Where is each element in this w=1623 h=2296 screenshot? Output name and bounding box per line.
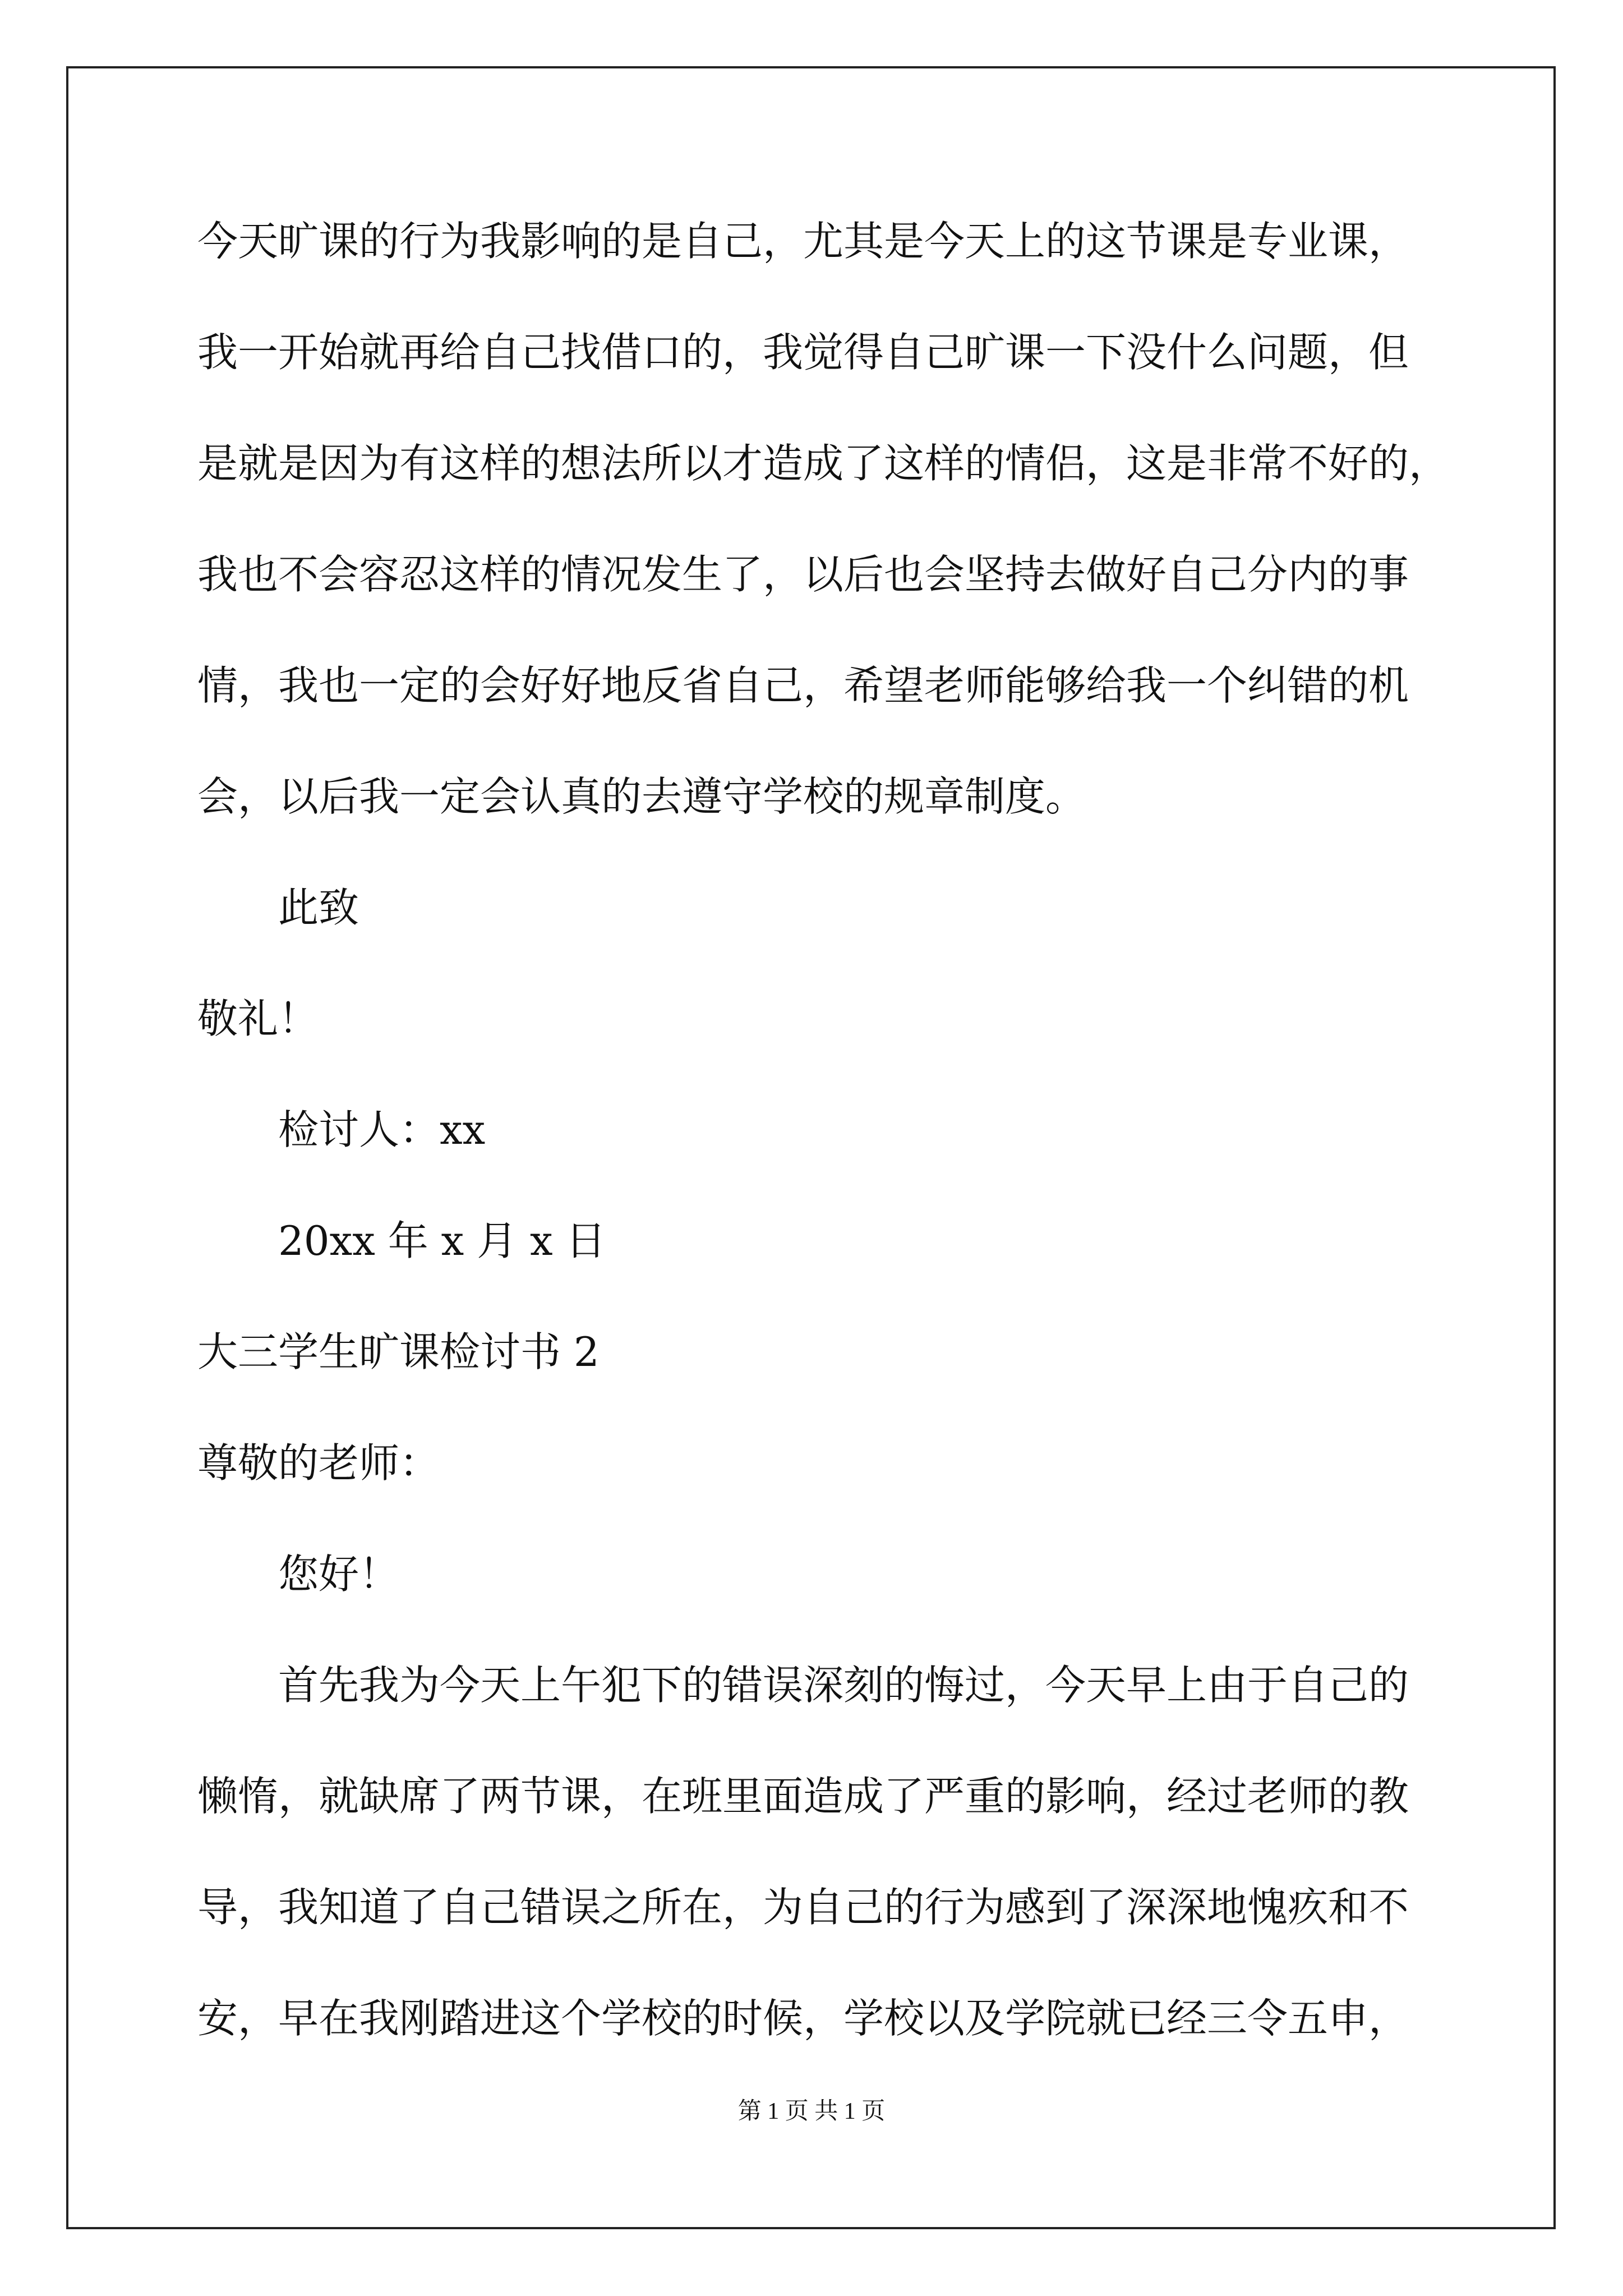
text-line: 安，早在我刚踏进这个学校的时候，学校以及学院就已经三令五申， [197, 1995, 1409, 2042]
text-line: 首先我为今天上午犯下的错误深刻的悔过，今天早上由于自己的 [278, 1662, 1409, 1709]
section-title: 大三学生旷课检讨书 2 [197, 1328, 600, 1375]
greeting: 尊敬的老师： [197, 1439, 440, 1487]
text-line: 我一开始就再给自己找借口的，我觉得自己旷课一下没什么问题，但 [197, 329, 1409, 376]
text-line: 情，我也一定的会好好地反省自己，希望老师能够给我一个纠错的机 [197, 662, 1409, 709]
signature-line: 检讨人：xx [278, 1106, 486, 1153]
text-line: 会，以后我一定会认真的去遵守学校的规章制度。 [197, 773, 1086, 820]
page-footer: 第 1 页 共 1 页 [737, 2099, 886, 2124]
date-line: 20xx 年 x 月 x 日 [278, 1217, 606, 1264]
salutation-closing: 此致 [278, 884, 359, 931]
text-line: 我也不会容忍这样的情况发生了，以后也会坚持去做好自己分内的事 [197, 551, 1409, 598]
greeting-hello: 您好！ [278, 1550, 400, 1598]
text-line: 懒惰，就缺席了两节课，在班里面造成了严重的影响，经过老师的教 [197, 1773, 1409, 1820]
salutation-respect: 敬礼！ [197, 995, 319, 1042]
text-line: 导，我知道了自己错误之所在，为自己的行为感到了深深地愧疚和不 [197, 1884, 1409, 1931]
text-line: 今天旷课的行为我影响的是自己，尤其是今天上的这节课是专业课， [197, 218, 1409, 265]
text-line: 是就是因为有这样的想法所以才造成了这样的情侣，这是非常不好的， [197, 440, 1450, 487]
